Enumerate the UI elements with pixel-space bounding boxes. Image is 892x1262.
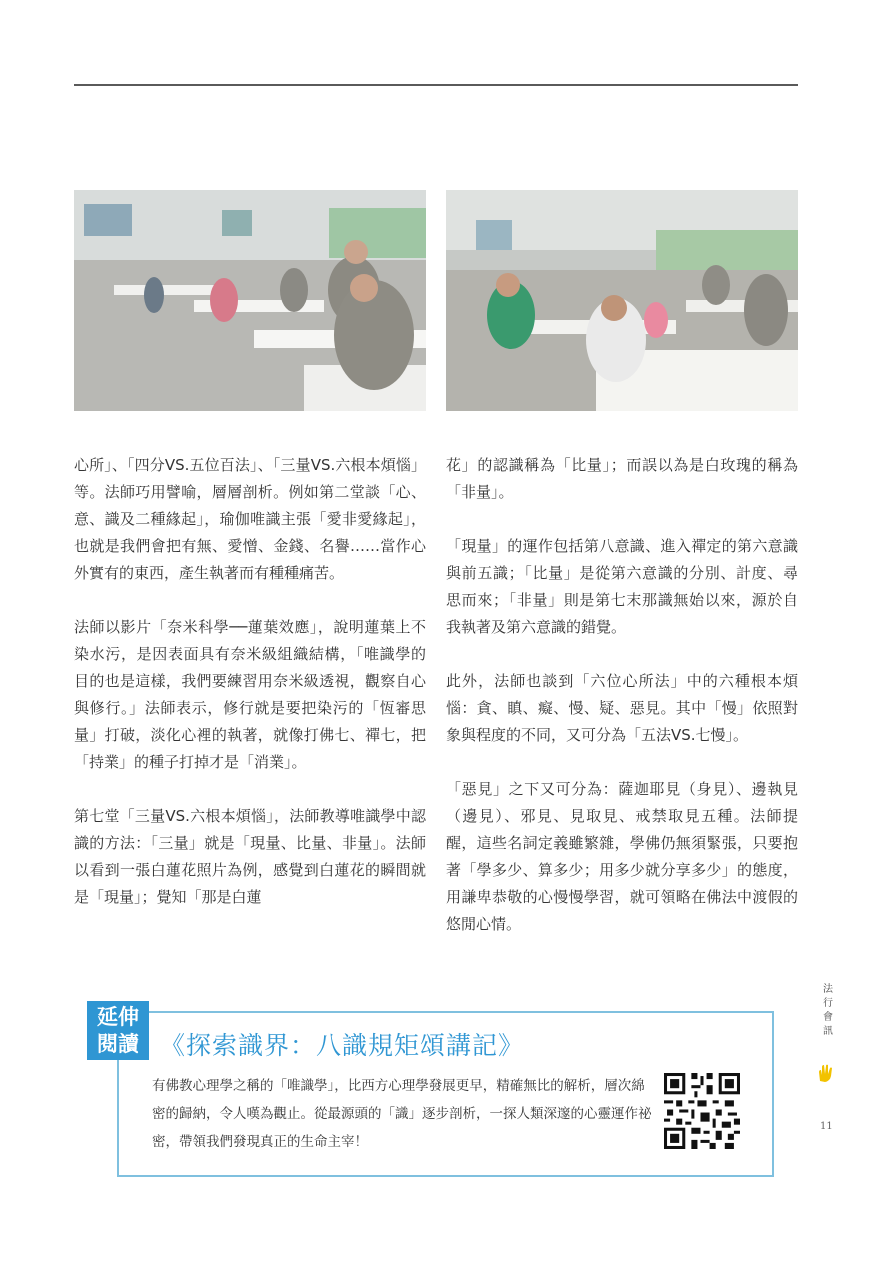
lecture-hall-photo-right (446, 190, 798, 411)
paragraph: 「現量」的運作包括第八意識、進入禪定的第六意識與前五識；「比量」是從第六意識的分別、計度、尋思而來；「非量」則是第七末那識無始以來，源於自我執著及第六意識的錯覺。 (446, 537, 798, 636)
hand-logo-icon (817, 1063, 835, 1083)
qr-code-icon[interactable] (664, 1073, 740, 1149)
article-column-left (74, 452, 426, 938)
tag-line-1: 延伸 (97, 1004, 139, 1029)
book-title: 《探索識界：八識規矩頌講記》 (160, 1031, 525, 1060)
paragraph: 花」的認識稱為「比量」；而誤以為是白玫瑰的稱為「非量」。 (446, 456, 798, 501)
further-reading-tag (87, 1001, 149, 1060)
tag-line-2: 閱讀 (97, 1031, 139, 1056)
paragraph: 「惡見」之下又可分為：薩迦耶見（身見）、邊執見（邊見）、邪見、見取見、戒禁取見五種。法師提醒，這些名詞定義雖繁雜，學佛仍無須緊張，只要抱著「學多少、算多少；用多少就分享多少」的態度，用謙卑恭敬的心慢慢學習，就可領略在佛法中渡假的悠閒心情。 (446, 780, 798, 933)
paragraph: 法師以影片「奈米科學──蓮葉效應」，說明蓮葉上不染水污，是因表面具有奈米級組織結構，「唯識學的目的也是這樣，我們要練習用奈米級透視，觀察自心與修行。」法師表示，修行就是要把染污的「恆審思量」打破，淡化心裡的執著，就像打佛七、禪七，把「持業」的種子打掉才是「消業」。 (74, 618, 426, 771)
paragraph: 心所」、「四分VS.五位百法」、「三量VS.六根本煩惱」等。法師巧用譬喻，層層剖析。例如第二堂談「心、意、識及二種緣起」，瑜伽唯識主張「愛非愛緣起」，也就是我們會把有無、愛憎、金錢、名譽……當作心外實有的東西，產生執著而有種種痛苦。 (74, 456, 426, 582)
top-divider (74, 84, 798, 86)
article-column-right (446, 452, 798, 965)
magazine-title-vertical: 法 行 會 訊 (823, 984, 833, 1037)
lecture-hall-photo-left (74, 190, 426, 411)
book-blurb: 有佛教心理學之稱的「唯識學」，比西方心理學發展更早，精確無比的解析，層次綿密的歸納，令人嘆為觀止。從最源頭的「識」逐步剖析，一探人類深邃的心靈運作祕密，帶領我們發現真正的生命主宰！ (152, 1078, 652, 1150)
page-number: 11 (820, 1121, 833, 1132)
paragraph: 此外，法師也談到「六位心所法」中的六種根本煩惱：貪、瞋、癡、慢、疑、惡見。其中「慢」依照對象與程度的不同，又可分為「五法VS.七慢」。 (446, 672, 798, 744)
paragraph: 第七堂「三量VS.六根本煩惱」，法師教導唯識學中認識的方法：「三量」就是「現量、比量、非量」。法師以看到一張白蓮花照片為例，感覺到白蓮花的瞬間就是「現量」；覺知「那是白蓮 (74, 807, 426, 906)
